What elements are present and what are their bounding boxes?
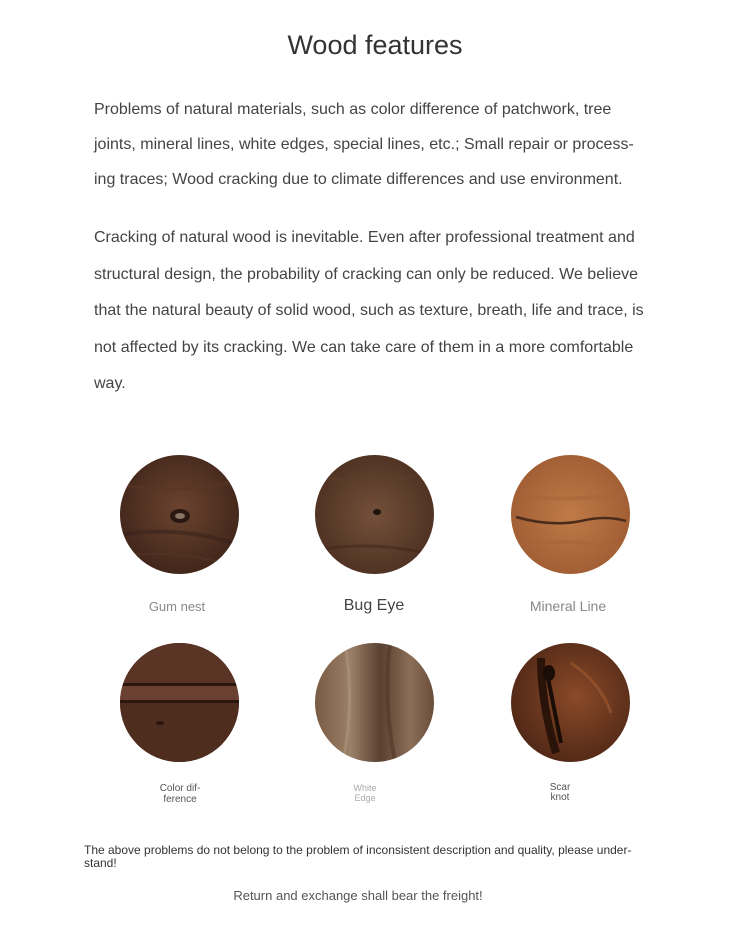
white-edge-swatch — [315, 643, 434, 762]
cracking-paragraph: Cracking of natural wood is inevitable. Even after professional treatment and structural design, the probability of cracking can only be reduced. We believe that the natural beauty of solid wood, such as texture, breath, life and trace, is not affected by its cracking. We can take care of them in a more comfortable way. — [94, 229, 644, 392]
scar-knot-swatch — [511, 643, 630, 762]
color-difference-swatch — [120, 643, 239, 762]
bug-eye-swatch — [315, 455, 434, 574]
gum-nest-label: Gum nest — [148, 599, 206, 614]
mineral-line-swatch — [511, 455, 630, 574]
intro-paragraph: Problems of natural materials, such as color difference of patchwork, tree joints, mineral lines, white edges, special lines, etc.; Small repair or process-ing traces; Wood cracking due to climate differences and use environment. — [94, 101, 634, 188]
freight-notice: Return and exchange shall bear the freight! — [233, 888, 483, 903]
bug-eye-label: Bug Eye — [343, 597, 405, 614]
mineral-line-label: Mineral Line — [529, 598, 607, 614]
white-edge-label: White Edge — [353, 783, 377, 803]
color-difference-label: Color dif-ference — [159, 783, 201, 805]
page-title: Wood features — [287, 30, 463, 60]
scar-knot-label: Scar knot — [549, 782, 571, 803]
gum-nest-swatch — [120, 455, 239, 574]
disclaimer-note: The above problems do not belong to the problem of inconsistent description and quality, please under-stand! — [84, 843, 632, 870]
